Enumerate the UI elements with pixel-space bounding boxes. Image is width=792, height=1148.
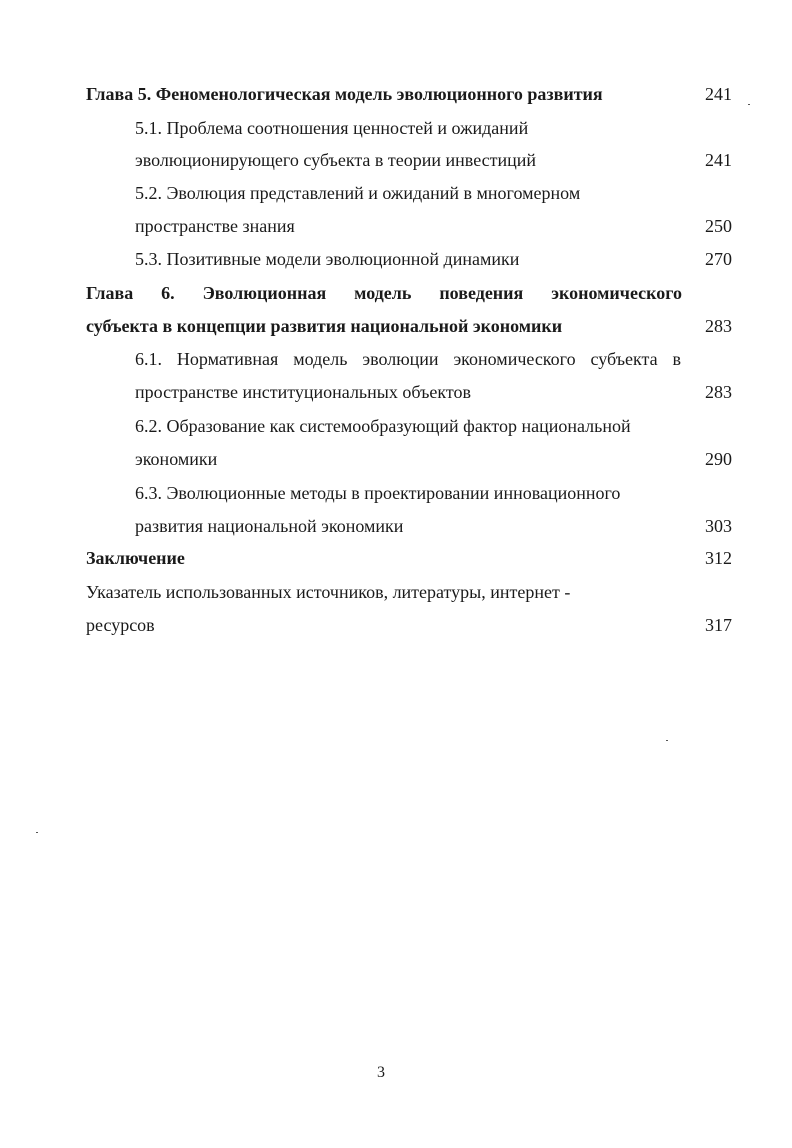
toc-entry-6-2-cont	[135, 447, 732, 471]
toc-entry-5-3	[135, 247, 732, 271]
toc-entry-chapter-5	[86, 82, 732, 106]
toc-entry-page: 241	[705, 150, 732, 170]
toc-entry-page: 241	[705, 84, 732, 104]
toc-entry-title: ресурсов	[86, 615, 155, 635]
toc-entry-title: экономики	[135, 449, 218, 469]
toc-entry-page: 317	[705, 615, 732, 635]
toc-entry-references	[86, 580, 732, 604]
toc-entry-page: 290	[705, 449, 732, 469]
scan-speck	[36, 832, 38, 833]
toc-entry-6-1	[135, 347, 732, 371]
toc-entry-title: Глава 5. Феноменологическая модель эволюционного развития	[86, 84, 603, 104]
toc-entry-6-1-cont	[135, 380, 732, 404]
toc-entry-conclusion	[86, 546, 732, 570]
toc-entry-5-1	[135, 116, 732, 140]
toc-entry-page: 270	[705, 249, 732, 269]
toc-entry-title: Глава 6. Эволюционная модель поведения экономического	[86, 283, 682, 303]
toc-entry-title: Заключение	[86, 548, 185, 568]
toc-entry-chapter-6-cont	[86, 314, 732, 338]
toc-entry-title: 6.2. Образование как системообразующий фактор национальной	[135, 416, 631, 436]
toc-entry-5-2-cont	[135, 214, 732, 238]
toc-entry-title: пространстве институциональных объектов	[135, 382, 472, 402]
toc-entry-6-3-cont	[135, 514, 732, 538]
toc-entry-title: 5.3. Позитивные модели эволюционной динамики	[135, 249, 520, 269]
toc-entry-page: 283	[705, 382, 732, 402]
page-number: 3	[377, 1064, 385, 1081]
toc-entry-5-1-cont	[135, 148, 732, 172]
toc-entry-title: развития национальной экономики	[135, 516, 404, 536]
toc-entry-title: 6.1. Нормативная модель эволюции экономического субъекта в	[135, 349, 681, 369]
toc-entry-page: 312	[705, 548, 732, 568]
toc-entry-chapter-6	[86, 281, 732, 305]
toc-entry-6-2	[135, 414, 732, 438]
toc-entry-5-2	[135, 181, 732, 205]
toc-entry-title: субъекта в концепции развития национальной экономики	[86, 316, 563, 336]
toc-entry-6-3	[135, 481, 732, 505]
toc-entry-page: 303	[705, 516, 732, 536]
toc-entry-title: 6.3. Эволюционные методы в проектировании инновационного	[135, 483, 621, 503]
toc-entry-title: эволюционирующего субъекта в теории инвестиций	[135, 150, 537, 170]
toc-entry-references-cont	[86, 613, 732, 637]
scan-speck	[748, 104, 750, 105]
toc-entry-title: 5.1. Проблема соотношения ценностей и ожиданий	[135, 118, 529, 138]
scan-speck	[666, 740, 668, 741]
toc-entry-title: пространстве знания	[135, 216, 295, 236]
toc-entry-page: 283	[705, 316, 732, 336]
toc-entry-page: 250	[705, 216, 732, 236]
toc-entry-title: 5.2. Эволюция представлений и ожиданий в многомерном	[135, 183, 581, 203]
toc-entry-title: Указатель использованных источников, литературы, интернет -	[86, 582, 571, 602]
